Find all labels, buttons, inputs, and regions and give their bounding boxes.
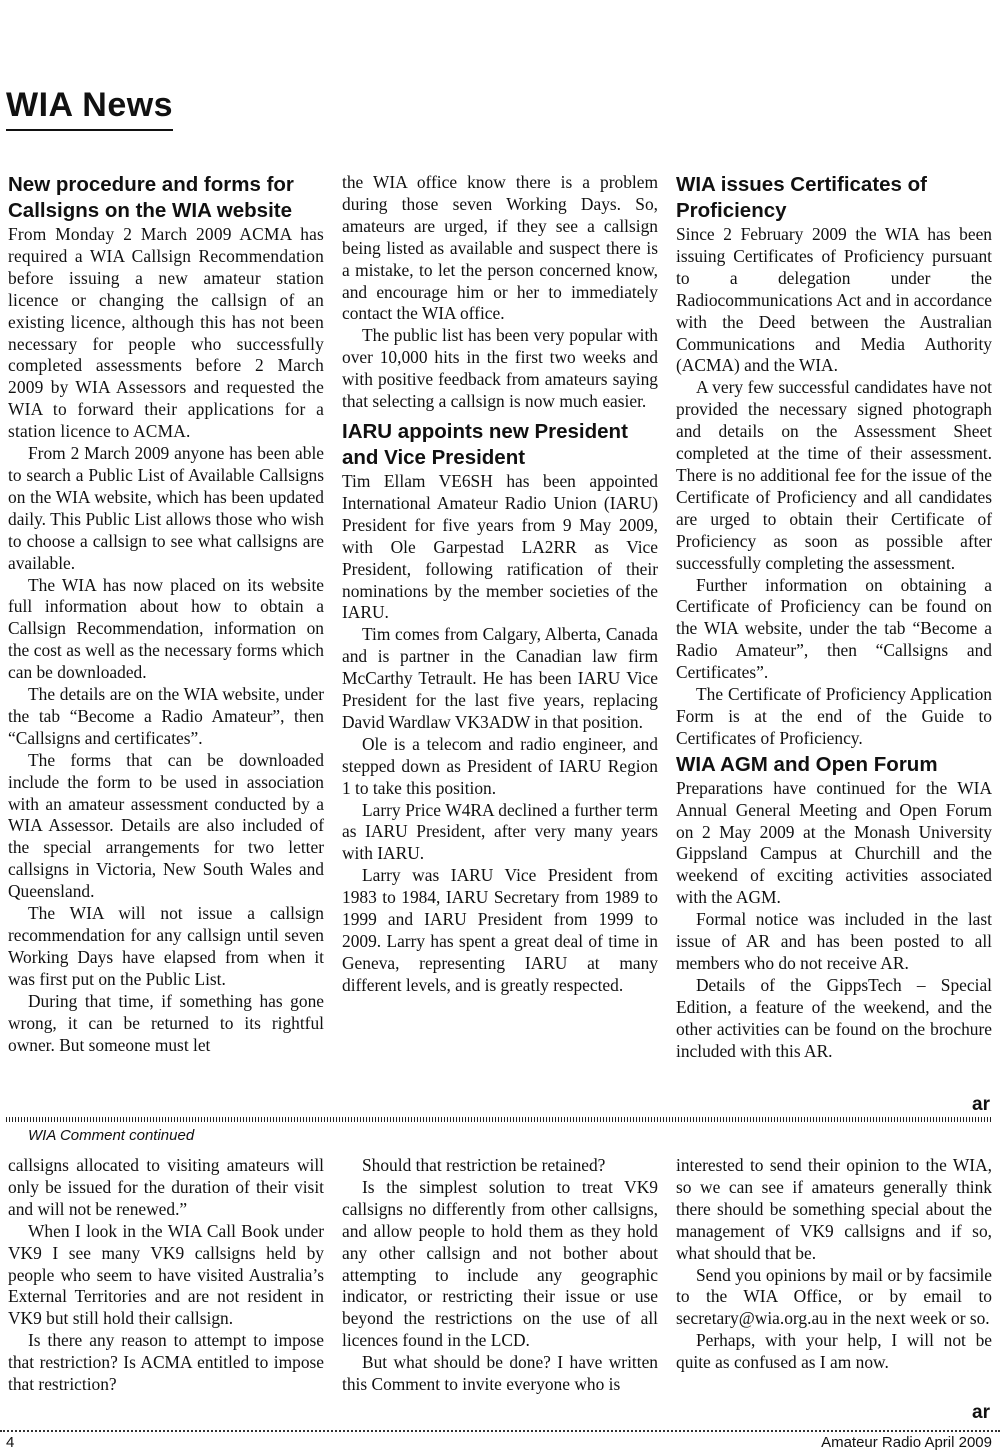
comment-column-2	[342, 1155, 658, 1396]
article-paragraph: The Certificate of Proficiency Application Form is at the end of the Guide to Certificates of Proficiency.	[676, 684, 992, 748]
article-heading-iaru: IARU appoints new President and Vice President	[342, 419, 628, 469]
end-mark-comment: ar	[972, 1402, 990, 1423]
end-mark-news: ar	[972, 1094, 990, 1115]
publication-info: Amateur Radio April 2009	[821, 1434, 992, 1451]
article-paragraph: The WIA has now placed on its website full information about how to obtain a Callsign Recommendation, information on the cost as well as the necessary forms which can be downloaded.	[8, 574, 324, 683]
article-paragraph: Further information on obtaining a Certificate of Proficiency can be found on the WIA website, under the tab “Become a Radio Amateur”, then “Callsigns and Certificates”.	[676, 574, 992, 683]
article-heading-agm: WIA AGM and Open Forum	[676, 752, 938, 776]
news-column-3	[676, 170, 992, 1063]
article-paragraph: From Monday 2 March 2009 ACMA has required a WIA Callsign Recommendation before issuing a new amateur station licence or changing the callsign of an existing licence, although this has not been necessary for people who successfully completed assessments before 2 March 2009 by WIA Assessors and requested the WIA to forward their applications for a station licence to ACMA.	[8, 224, 324, 442]
article-paragraph: The public list has been very popular with over 10,000 hits in the first two weeks and with positive feedback from amateurs saying that selecting a callsign is now much easier.	[342, 325, 658, 412]
article-paragraph: The details are on the WIA website, under the tab “Become a Radio Amateur”, then “Callsigns and certificates”.	[8, 684, 324, 748]
section-divider	[6, 1117, 992, 1122]
article-paragraph: From 2 March 2009 anyone has been able to search a Public List of Available Callsigns on the WIA website, which has been updated daily. This Public List allows those who wish to choose a callsign to see what callsigns are available.	[8, 443, 324, 573]
comment-paragraph: interested to send their opinion to the WIA, so we can see if amateurs generally think there should be something special about the management of VK9 callsigns and if so, what should that be.	[676, 1155, 992, 1263]
news-column-1	[8, 170, 324, 1056]
comment-paragraph: Is there any reason to attempt to impose that restriction? Is ACMA entitled to impose that restriction?	[8, 1330, 324, 1395]
comment-paragraph: When I look in the WIA Call Book under VK9 I see many VK9 callsigns held by people who seem to have visited Australia’s External Territories and are not resident in VK9 but still hold their callsign.	[8, 1220, 324, 1329]
article-paragraph: Since 2 February 2009 the WIA has been issuing Certificates of Proficiency pursuant to a delegation under the Radiocommunications Act and in accordance with the Deed between the Australian Communications and Media Authority (ACMA) and the WIA.	[676, 224, 992, 376]
article-paragraph: A very few successful candidates have not provided the necessary signed photograph and details on the Assessment Sheet completed at the time of their assessment. There is no additional fee for the issue of the Certificate of Proficiency and all candidates are urged to obtain their Certificate of Proficiency as soon as possible after successfully completing the assessment.	[676, 377, 992, 573]
news-column-2	[342, 172, 658, 997]
article-paragraph: Ole is a telecom and radio engineer, and stepped down as President of IARU Region 1 to take this position.	[342, 733, 658, 798]
comment-paragraph: But what should be done? I have written this Comment to invite everyone who is	[342, 1352, 658, 1395]
comment-paragraph: Perhaps, with your help, I will not be quite as confused as I am now.	[676, 1330, 992, 1373]
comment-paragraph: callsigns allocated to visiting amateurs will only be issued for the duration of their visit and will not be renewed.”	[8, 1155, 324, 1219]
page-number: 4	[6, 1434, 15, 1451]
article-paragraph: Tim Ellam VE6SH has been appointed International Amateur Radio Union (IARU) President for five years from 9 May 2009, with Ole Garpestad LA2RR as Vice President, following ratification of their nominations by the member societies of the IARU.	[342, 470, 658, 623]
article-paragraph: Preparations have continued for the WIA Annual General Meeting and Open Forum on 2 May 2009 at the Monash University Gippsland Campus at Churchill and the weekend of exciting activities associated with the AGM.	[676, 777, 992, 908]
article-paragraph: Formal notice was included in the last issue of AR and has been posted to all members who do not receive AR.	[676, 909, 992, 973]
comment-paragraph: Should that restriction be retained?	[362, 1155, 606, 1175]
section-title: WIA News	[6, 86, 173, 131]
article-paragraph: Tim comes from Calgary, Alberta, Canada and is partner in the Canadian law firm McCarthy Tetrault. He has been IARU Vice President for the last five years, replacing David Wardlaw VK3ADW in that position.	[342, 624, 658, 732]
article-paragraph: the WIA office know there is a problem during those seven Working Days. So, amateurs are urged, if they see a callsign being listed as available and suspect there is a mistake, to let the person concerned know, and encourage him or her to immediately contact the WIA office.	[342, 172, 658, 324]
comment-paragraph: Is the simplest solution to treat VK9 callsigns no differently from other callsigns, and allow people to hold them as they hold any other callsign and not bother about attempting to include any geographic indicator, or restricting their issue or use beyond the restrictions on the use of all licences found in the LCD.	[342, 1176, 658, 1351]
article-paragraph: Details of the GippsTech – Special Edition, a feature of the weekend, and the other activities can be found on the brochure included with this AR.	[676, 974, 992, 1061]
article-paragraph: The forms that can be downloaded include the form to be used in association with an amateur assessment conducted by a WIA Assessor. Details are also included of the special arrangements for two letter callsigns in Victoria, New South Wales and Queensland.	[8, 749, 324, 902]
article-paragraph: Larry was IARU Vice President from 1983 to 1984, IARU Secretary from 1989 to 1999 and IARU President from 1999 to 2009. Larry has spent a great deal of time in Geneva, representing IARU at many different levels, and is greatly respected.	[342, 865, 658, 995]
article-heading-certificates: WIA issues Certificates of Proficiency	[676, 173, 928, 222]
comment-column-1	[8, 1155, 324, 1396]
comment-column-3	[676, 1155, 992, 1374]
article-paragraph: During that time, if something has gone wrong, it can be returned to its rightful owner. But someone must let	[8, 990, 324, 1055]
comment-paragraph: Send you opinions by mail or by facsimile to the WIA Office, or by email to secretary@wia.org.au in the next week or so.	[676, 1264, 992, 1329]
article-paragraph: Larry Price W4RA declined a further term as IARU President, after very many years with IARU.	[342, 799, 658, 864]
article-paragraph: The WIA will not issue a callsign recommendation for any callsign until seven Working Days have elapsed from when it was first put on the Public List.	[8, 903, 324, 989]
continued-label: WIA Comment continued	[28, 1127, 195, 1144]
article-heading-callsigns: New procedure and forms for Callsigns on the WIA website	[8, 173, 294, 222]
